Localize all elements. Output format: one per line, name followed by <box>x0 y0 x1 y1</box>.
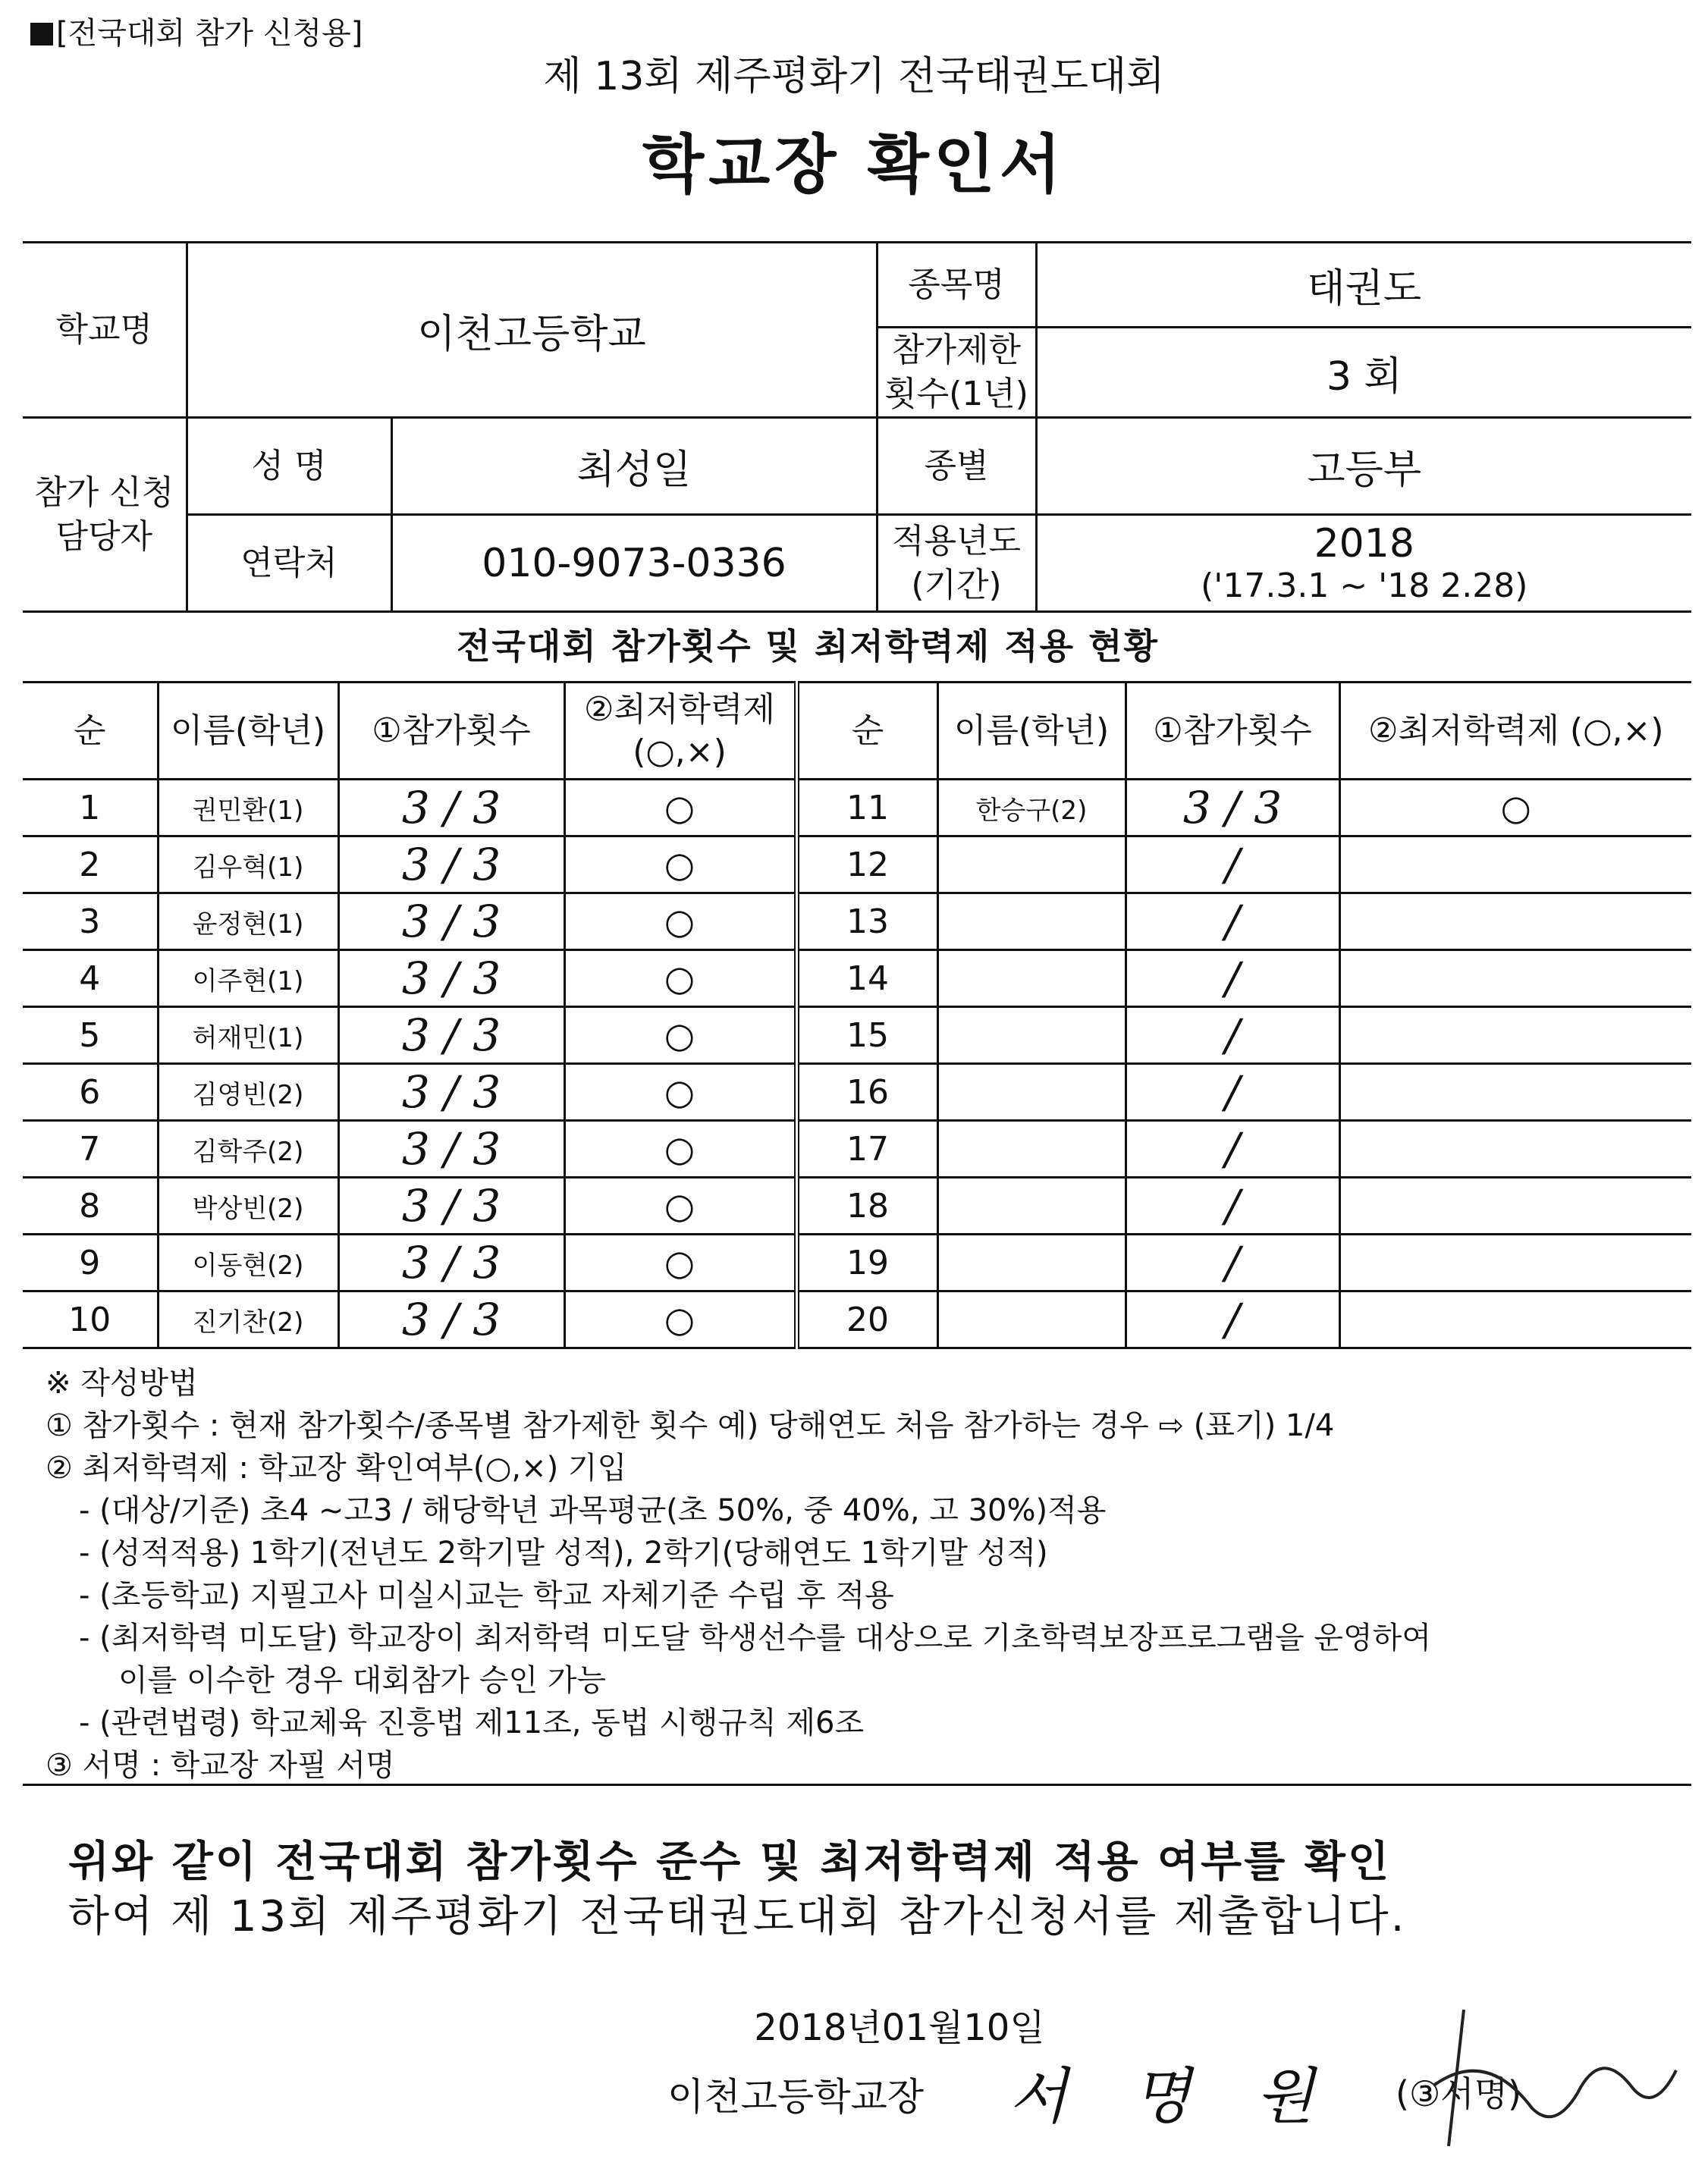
table-header-row <box>23 683 1691 780</box>
academic-check <box>1339 1121 1691 1178</box>
row-number: 10 <box>23 1291 158 1348</box>
student-name: 진기찬(2) <box>158 1291 338 1348</box>
row-number: 19 <box>796 1235 937 1291</box>
instruction-line: ① 참가횟수 : 현재 참가횟수/종목별 참가제한 횟수 예) 당해연도 처음 참가하는 경우 ⇨ (표기) 1/4 <box>46 1408 1335 1443</box>
academic-check: ○ <box>564 1064 796 1121</box>
student-name: 이주현(1) <box>158 950 338 1007</box>
instruction-line: ② 최저학력제 : 학교장 확인여부(○,×) 기입 <box>46 1451 627 1486</box>
academic-check <box>1339 1291 1691 1348</box>
year-value: 2018 <box>1314 521 1414 566</box>
statement-line-2: 하여 제 13회 제주평화기 전국태권도대회 참가신청서를 제출합니다. <box>68 1892 1407 1941</box>
row-number: 2 <box>23 836 158 893</box>
form-type-text: [전국대회 참가 신청용] <box>56 16 363 51</box>
student-name: 한승구(2) <box>937 780 1126 836</box>
document-title: 학교장 확인서 <box>642 127 1066 202</box>
event-label: 종목명 <box>877 243 1036 328</box>
academic-check: ○ <box>564 950 796 1007</box>
instructions-heading: ※ 작성방법 <box>46 1366 198 1401</box>
academic-check: ○ <box>564 893 796 950</box>
table-row <box>23 1121 1691 1178</box>
limit-label: 참가제한 횟수(1년) <box>877 328 1036 418</box>
statement-line-1: 위와 같이 전국대회 참가횟수 준수 및 최저학력제 적용 여부를 확인 <box>68 1837 1392 1887</box>
academic-check: ○ <box>564 780 796 836</box>
header-count-right: ①참가횟수 <box>1126 683 1339 780</box>
student-name <box>937 1178 1126 1235</box>
table-row <box>23 950 1691 1007</box>
row-number: 3 <box>23 893 158 950</box>
student-name <box>937 950 1126 1007</box>
student-name: 김우혁(1) <box>158 836 338 893</box>
participation-count: 3 / 3 <box>338 1007 564 1064</box>
school-value: 이천고등학교 <box>187 243 877 418</box>
student-name: 허재민(1) <box>158 1007 338 1064</box>
academic-check <box>1339 1064 1691 1121</box>
student-name: 윤정현(1) <box>158 893 338 950</box>
row-number: 9 <box>23 1235 158 1291</box>
instruction-line: - (최저학력 미도달) 학교장이 최저학력 미도달 학생선수를 대상으로 기초학력보장프로그램을 운영하여 <box>79 1621 1431 1655</box>
participation-count: / <box>1126 1235 1339 1291</box>
principal-title: 이천고등학교장 <box>667 2075 925 2119</box>
header-name: 이름(학년) <box>158 683 338 780</box>
academic-check <box>1339 1235 1691 1291</box>
student-name <box>937 1064 1126 1121</box>
row-number: 13 <box>796 893 937 950</box>
row-number: 14 <box>796 950 937 1007</box>
academic-check: ○ <box>564 1235 796 1291</box>
participation-count: 3 / 3 <box>338 893 564 950</box>
contact-label: 연락처 <box>187 515 391 612</box>
row-number: 1 <box>23 780 158 836</box>
table-row <box>23 1064 1691 1121</box>
participation-count: / <box>1126 1007 1339 1064</box>
student-name <box>937 836 1126 893</box>
event-value: 태권도 <box>1036 243 1691 328</box>
header-mark: ②최저학력제 (○,×) <box>564 683 796 780</box>
period-value: ('17.3.1 ~ '18 2.28) <box>1201 566 1528 605</box>
participation-count: / <box>1126 1121 1339 1178</box>
participation-count: / <box>1126 1064 1339 1121</box>
academic-check <box>1339 1007 1691 1064</box>
row-number: 16 <box>796 1064 937 1121</box>
table-row <box>23 1007 1691 1064</box>
student-name <box>937 893 1126 950</box>
student-name: 권민환(1) <box>158 780 338 836</box>
instruction-line: - (성적적용) 1학기(전년도 2학기말 성적), 2학기(당해연도 1학기말 성적) <box>79 1536 1048 1571</box>
handwritten-name: 서 명 원 <box>1009 2061 1337 2132</box>
student-name: 이동현(2) <box>158 1235 338 1291</box>
participation-count: 3 / 3 <box>338 1291 564 1348</box>
applicant-label: 참가 신청 담당자 <box>23 418 187 612</box>
participation-count: / <box>1126 950 1339 1007</box>
info-table <box>23 241 1691 613</box>
instructions <box>46 1362 1676 1787</box>
participation-count: 3 / 3 <box>338 780 564 836</box>
row-number: 20 <box>796 1291 937 1348</box>
table-row <box>23 1235 1691 1291</box>
student-name: 김영빈(2) <box>158 1064 338 1121</box>
submission-date: 2018년01월10일 <box>754 2007 1045 2049</box>
student-name <box>937 1121 1126 1178</box>
academic-check: ○ <box>1339 780 1691 836</box>
academic-check: ○ <box>564 1291 796 1348</box>
name-value: 최성일 <box>391 418 877 515</box>
year-label: 적용년도 (기간) <box>877 515 1036 612</box>
row-number: 4 <box>23 950 158 1007</box>
header-no: 순 <box>23 683 158 780</box>
row-number: 12 <box>796 836 937 893</box>
header-no-right: 순 <box>796 683 937 780</box>
participation-count: 3 / 3 <box>338 1064 564 1121</box>
participation-count: 3 / 3 <box>338 836 564 893</box>
student-name <box>937 1007 1126 1064</box>
table-row <box>23 893 1691 950</box>
table-row <box>23 836 1691 893</box>
row-number: 5 <box>23 1007 158 1064</box>
limit-value: 3 회 <box>1036 328 1691 418</box>
academic-check <box>1339 1178 1691 1235</box>
header-name-right: 이름(학년) <box>937 683 1126 780</box>
name-label: 성 명 <box>187 418 391 515</box>
row-number: 6 <box>23 1064 158 1121</box>
academic-check: ○ <box>564 1178 796 1235</box>
student-name: 박상빈(2) <box>158 1178 338 1235</box>
row-number: 11 <box>796 780 937 836</box>
participation-count: / <box>1126 1178 1339 1235</box>
row-number: 8 <box>23 1178 158 1235</box>
black-square-icon <box>30 23 53 46</box>
participation-count: 3 / 3 <box>338 1235 564 1291</box>
signature-mark: (③서명) <box>1396 2073 1522 2114</box>
table-row <box>23 1178 1691 1235</box>
student-name <box>937 1235 1126 1291</box>
division-value: 고등부 <box>1036 418 1691 515</box>
contact-value: 010-9073-0336 <box>391 515 877 612</box>
school-label: 학교명 <box>23 243 187 418</box>
academic-check: ○ <box>564 836 796 893</box>
confirmation-statement <box>68 1835 1676 1944</box>
year-cell <box>1036 515 1691 612</box>
instruction-line: - (관련법령) 학교체육 진흥법 제11조, 동법 시행규칙 제6조 <box>79 1706 865 1740</box>
table-row <box>23 1291 1691 1348</box>
participation-table <box>23 681 1691 1349</box>
participation-count: 3 / 3 <box>338 950 564 1007</box>
instruction-line: 이를 이수한 경우 대회참가 승인 가능 <box>118 1663 607 1698</box>
academic-check <box>1339 836 1691 893</box>
participation-count: 3 / 3 <box>338 1178 564 1235</box>
instruction-line: - (대상/기준) 초4 ~고3 / 해당학년 과목평균(초 50%, 중 40%, 고 30%)적용 <box>79 1493 1107 1528</box>
section-title: 전국대회 참가횟수 및 최저학력제 적용 현황 <box>457 626 1159 667</box>
participation-count: 3 / 3 <box>1126 780 1339 836</box>
student-name <box>937 1291 1126 1348</box>
academic-check: ○ <box>564 1121 796 1178</box>
row-number: 17 <box>796 1121 937 1178</box>
event-subtitle: 제 13회 제주평화기 전국태권도대회 <box>543 54 1165 99</box>
table-row <box>23 780 1691 836</box>
participation-count: / <box>1126 893 1339 950</box>
instruction-line: ③ 서명 : 학교장 자필 서명 <box>46 1748 395 1783</box>
header-mark-right: ②최저학력제 (○,×) <box>1339 683 1691 780</box>
divider <box>23 1784 1691 1786</box>
academic-check <box>1339 950 1691 1007</box>
participation-count: 3 / 3 <box>338 1121 564 1178</box>
signature-scribble <box>1418 2002 1691 2154</box>
instruction-line: - (초등학교) 지필고사 미실시교는 학교 자체기준 수립 후 적용 <box>79 1578 894 1613</box>
academic-check: ○ <box>564 1007 796 1064</box>
row-number: 18 <box>796 1178 937 1235</box>
student-name: 김학주(2) <box>158 1121 338 1178</box>
row-number: 7 <box>23 1121 158 1178</box>
division-label: 종별 <box>877 418 1036 515</box>
participation-count: / <box>1126 1291 1339 1348</box>
header-count: ①참가횟수 <box>338 683 564 780</box>
participation-count: / <box>1126 836 1339 893</box>
row-number: 15 <box>796 1007 937 1064</box>
academic-check <box>1339 893 1691 950</box>
